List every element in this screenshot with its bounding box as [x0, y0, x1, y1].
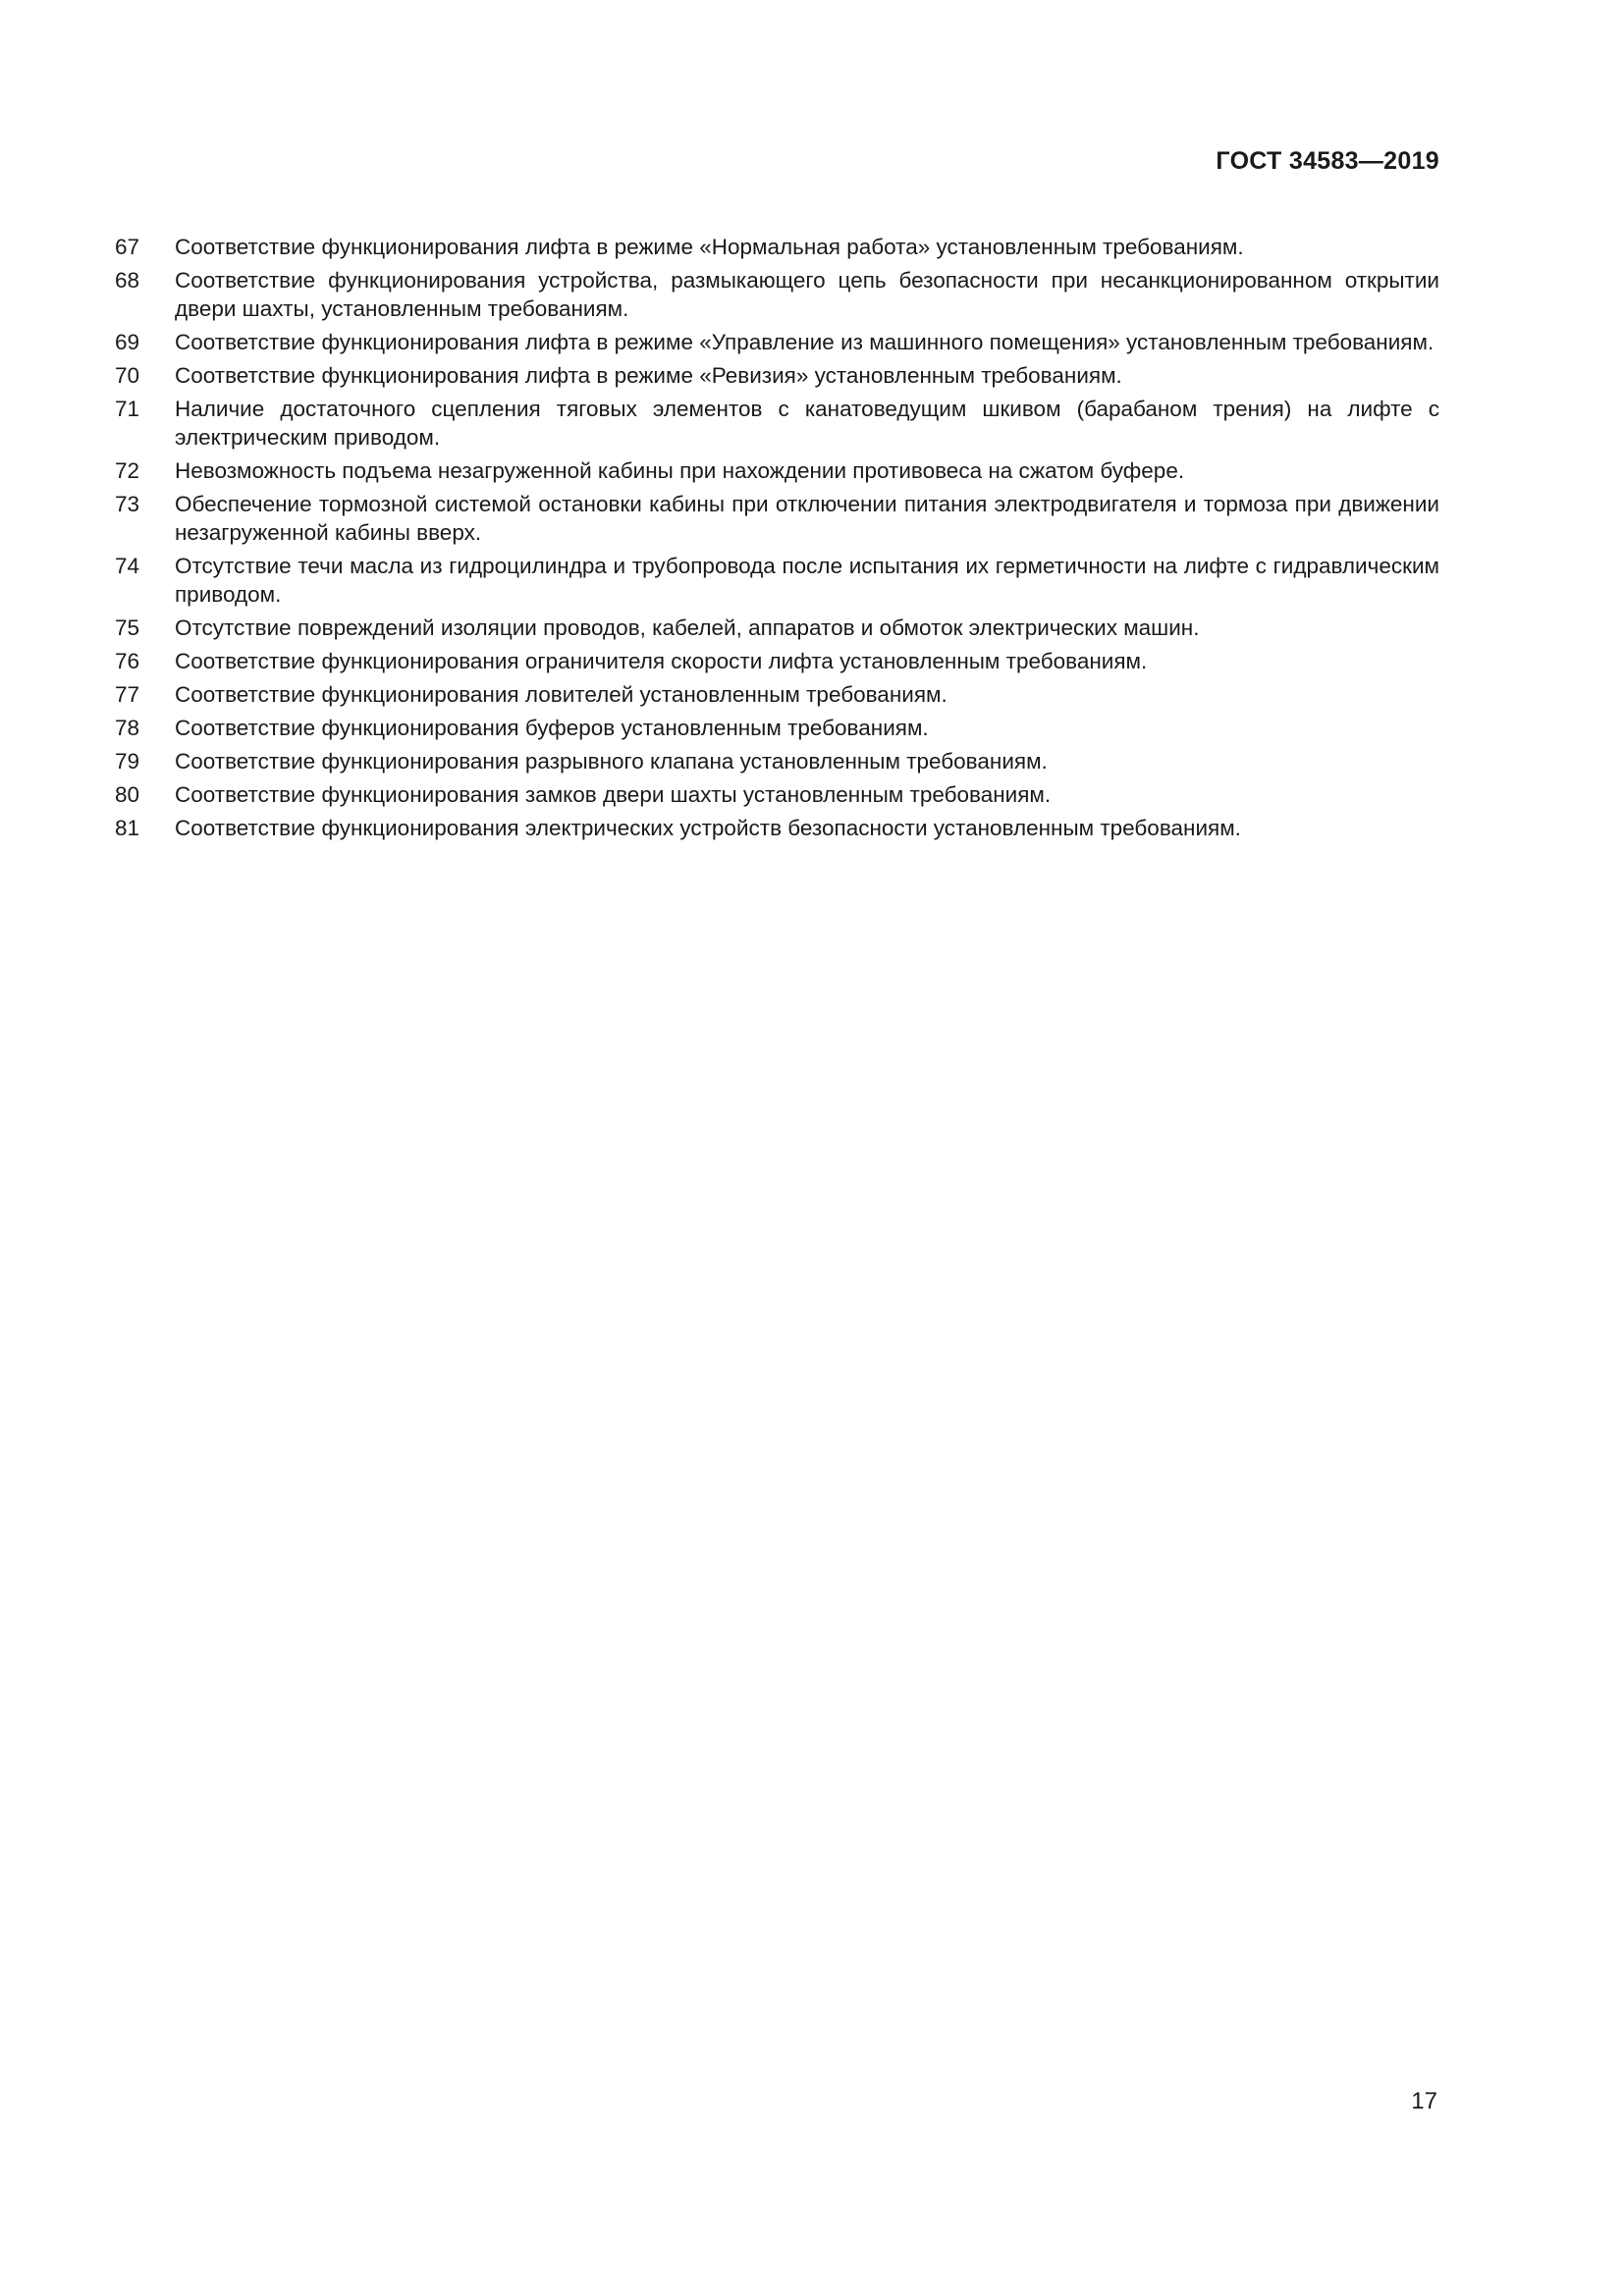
- item-number: 69: [115, 330, 140, 354]
- page-number: 17: [1411, 2088, 1437, 2114]
- list-item: [115, 552, 1439, 609]
- item-text: Соответствие функционирования лифта в режиме «Ревизия» установленным требованиям.: [175, 363, 1122, 388]
- list-item: [115, 266, 1439, 323]
- item-number: 68: [115, 268, 140, 293]
- item-text: Соответствие функционирования замков двери шахты установленным требованиям.: [175, 782, 1052, 807]
- list-item: [115, 647, 1439, 675]
- item-number: 79: [115, 749, 140, 774]
- item-number: 81: [115, 816, 140, 840]
- item-text: Обеспечение тормозной системой остановки кабины при отключении питания электродвигателя и тормоза при движении незагруженной кабины вверх.: [175, 492, 1439, 545]
- item-text: Соответствие функционирования буферов установленным требованиям.: [175, 716, 929, 740]
- document-standard-header: ГОСТ 34583—2019: [1216, 147, 1439, 175]
- item-number: 73: [115, 492, 140, 516]
- item-text: Соответствие функционирования ловителей установленным требованиям.: [175, 682, 947, 707]
- list-item: [115, 747, 1439, 775]
- item-text: Отсутствие повреждений изоляции проводов, кабелей, аппаратов и обмоток электрических машин.: [175, 615, 1200, 640]
- requirements-list: [115, 233, 1439, 847]
- item-text: Соответствие функционирования разрывного клапана установленным требованиям.: [175, 749, 1048, 774]
- item-text: Соответствие функционирования ограничителя скорости лифта установленным требованиям.: [175, 649, 1148, 673]
- list-item: [115, 456, 1439, 485]
- item-number: 76: [115, 649, 140, 673]
- list-item: [115, 490, 1439, 547]
- item-text: Соответствие функционирования лифта в режиме «Нормальная работа» установленным требованиям.: [175, 235, 1244, 259]
- item-text: Соответствие функционирования электрических устройств безопасности установленным требованиям.: [175, 816, 1241, 840]
- item-number: 67: [115, 235, 140, 259]
- item-number: 77: [115, 682, 140, 707]
- list-item: [115, 814, 1439, 842]
- item-text: Отсутствие течи масла из гидроцилиндра и трубопровода после испытания их герметичности на лифте с гидравлическим приводом.: [175, 554, 1439, 607]
- item-number: 74: [115, 554, 140, 578]
- item-number: 71: [115, 397, 140, 421]
- item-number: 80: [115, 782, 140, 807]
- list-item: [115, 780, 1439, 809]
- item-text: Соответствие функционирования лифта в режиме «Управление из машинного помещения» установленным требованиям.: [175, 330, 1435, 354]
- list-item: [115, 233, 1439, 261]
- list-item: [115, 614, 1439, 642]
- list-item: [115, 714, 1439, 742]
- item-number: 70: [115, 363, 140, 388]
- item-text: Наличие достаточного сцепления тяговых элементов с канатоведущим шкивом (барабаном трения) на лифте с электрическим приводом.: [175, 397, 1439, 450]
- list-item: [115, 680, 1439, 709]
- list-item: [115, 361, 1439, 390]
- item-text: Соответствие функционирования устройства, размыкающего цепь безопасности при несанкционированном открытии двери шахты, установленным требованиям.: [175, 268, 1439, 321]
- item-number: 75: [115, 615, 140, 640]
- list-item: [115, 395, 1439, 452]
- item-number: 72: [115, 458, 140, 483]
- list-item: [115, 328, 1439, 356]
- item-number: 78: [115, 716, 140, 740]
- item-text: Невозможность подъема незагруженной кабины при нахождении противовеса на сжатом буфере.: [175, 458, 1185, 483]
